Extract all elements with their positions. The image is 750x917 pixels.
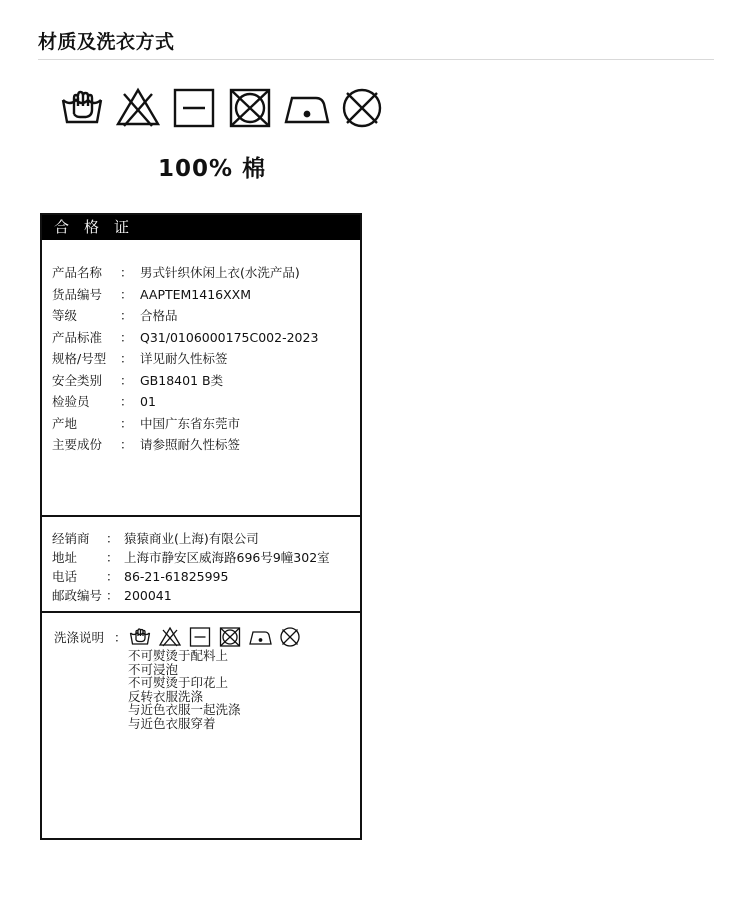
info-label: 检验员 [52, 394, 90, 409]
info-value: AAPTEM1416XXM [140, 286, 252, 302]
info-row [42, 391, 360, 413]
distributor-value: 上海市静安区威海路696号9幢302室 [124, 550, 330, 565]
do-not-dry-clean-icon [278, 625, 302, 649]
distributor-label: 地址 [52, 550, 78, 565]
info-colon: ： [120, 415, 133, 431]
hand-wash-icon [128, 625, 152, 649]
distributor-label: 邮政编号 [52, 588, 103, 603]
distributor-value: 猿猿商业(上海)有限公司 [124, 531, 259, 546]
info-colon: ： [120, 286, 133, 302]
info-value: 男式针织休闲上衣(水洗产品) [140, 265, 300, 280]
info-colon: ： [120, 372, 133, 388]
info-row [42, 413, 360, 435]
fabric-content: 100% 棉 [158, 156, 267, 182]
info-value: GB18401 B类 [140, 372, 224, 388]
washing-header [42, 613, 360, 649]
iron-low-icon [248, 625, 272, 649]
info-label: 产品标准 [52, 329, 103, 345]
title-divider [38, 59, 714, 60]
washing-note: 不可浸泡 [128, 661, 179, 677]
info-row [42, 305, 360, 327]
care-symbols-large [58, 84, 386, 132]
washing-note: 与近色衣服一起洗涤 [128, 702, 241, 717]
washing-note: 不可熨烫于印花上 [128, 675, 229, 690]
info-row [42, 348, 360, 370]
info-colon: ： [120, 351, 133, 366]
do-not-dry-clean-icon [338, 84, 386, 132]
info-label: 货品编号 [52, 286, 103, 302]
distributor-value: 86-21-61825995 [124, 569, 229, 584]
do-not-bleach-icon [158, 625, 182, 649]
page-title: 材质及洗衣方式 [38, 31, 175, 53]
info-label: 产品名称 [52, 265, 103, 280]
info-row [42, 327, 360, 349]
info-value: Q31/0106000175C002-2023 [140, 329, 319, 345]
info-colon: ： [120, 265, 133, 280]
distributor-label: 电话 [52, 569, 78, 584]
info-label: 等级 [52, 308, 78, 323]
iron-low-icon [282, 84, 330, 132]
distributor-colon: ： [106, 569, 119, 584]
tag-header: 合格证 [42, 215, 360, 240]
distributor-row [42, 586, 360, 605]
do-not-bleach-icon [114, 84, 162, 132]
distributor-row [42, 548, 360, 567]
info-label: 规格/号型 [52, 351, 107, 366]
info-label: 产地 [52, 415, 78, 431]
washing-colon: ： [114, 630, 127, 645]
washing-note: 与近色衣服穿着 [128, 715, 216, 731]
distributor-value: 200041 [124, 588, 172, 603]
info-colon: ： [120, 329, 133, 345]
washing-note: 反转衣服洗涤 [128, 688, 204, 704]
product-info-section [42, 262, 360, 456]
do-not-tumble-dry-icon [226, 84, 274, 132]
info-value: 中国广东省东莞市 [140, 415, 241, 431]
washing-notes [42, 649, 360, 730]
info-row [42, 284, 360, 306]
dry-flat-icon [170, 84, 218, 132]
distributor-label: 经销商 [52, 531, 90, 546]
hand-wash-icon [58, 84, 106, 132]
info-colon: ： [120, 437, 133, 452]
info-colon: ： [120, 308, 133, 323]
info-label: 主要成份 [52, 437, 103, 452]
info-colon: ： [120, 394, 133, 409]
info-row [42, 262, 360, 284]
info-value: 详见耐久性标签 [140, 351, 228, 366]
washing-note: 不可熨烫于配料上 [128, 648, 229, 663]
do-not-tumble-dry-icon [218, 625, 242, 649]
distributor-colon: ： [106, 531, 119, 546]
info-row [42, 370, 360, 392]
washing-section [42, 611, 360, 730]
info-value: 合格品 [140, 308, 178, 323]
info-value: 请参照耐久性标签 [140, 437, 241, 452]
info-label: 安全类别 [52, 372, 103, 388]
distributor-row [42, 529, 360, 548]
washing-label: 洗涤说明 [54, 630, 105, 645]
dry-flat-icon [188, 625, 212, 649]
distributor-section [42, 515, 360, 605]
distributor-colon: ： [106, 550, 119, 565]
certificate-tag [40, 213, 362, 840]
info-value: 01 [140, 394, 156, 409]
care-symbols-small [128, 625, 302, 649]
distributor-colon: ： [106, 588, 119, 603]
distributor-row [42, 567, 360, 586]
info-row [42, 434, 360, 456]
